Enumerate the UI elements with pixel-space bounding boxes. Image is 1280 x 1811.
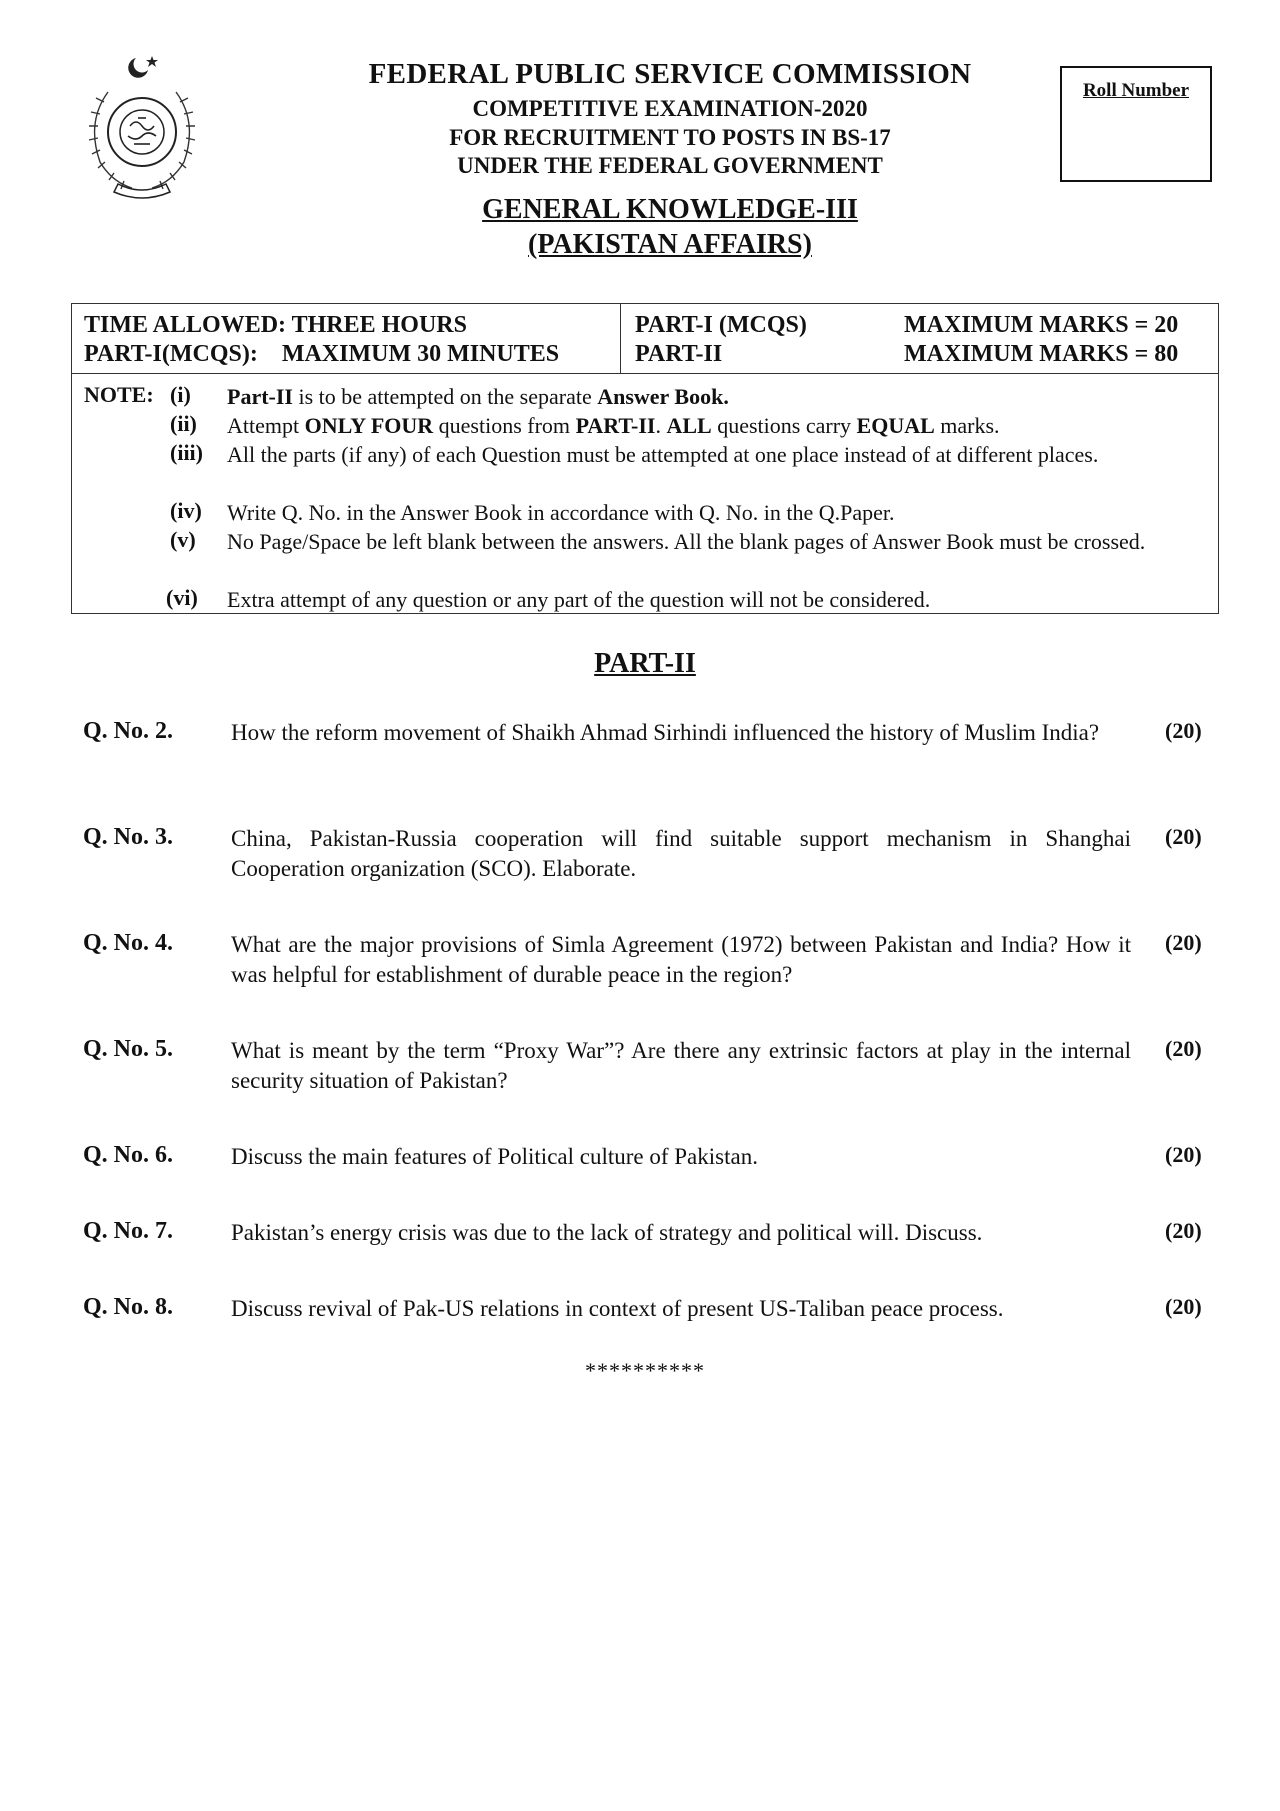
fpsc-emblem-icon bbox=[78, 52, 206, 200]
note-number: (iv) bbox=[170, 498, 202, 523]
question-text: China, Pakistan-Russia cooperation will find suitable support mechanism in Shanghai Cooperation organization (SCO). Elaborate. bbox=[231, 826, 1131, 881]
note-number: (v) bbox=[170, 527, 196, 552]
question-marks: (20) bbox=[1165, 824, 1202, 849]
question-marks: (20) bbox=[1165, 1218, 1202, 1243]
question-number: Q. No. 3. bbox=[83, 824, 173, 850]
note-item: Extra attempt of any question or any part of the question will not be considered. bbox=[227, 587, 931, 612]
question-marks: (20) bbox=[1165, 1294, 1202, 1319]
note-number: (i) bbox=[170, 382, 191, 407]
note-number: (vi) bbox=[166, 585, 198, 610]
instructions-table bbox=[71, 303, 1219, 614]
part1-label: PART-I (MCQS) bbox=[635, 312, 807, 338]
question-number: Q. No. 7. bbox=[83, 1218, 173, 1244]
question-marks: (20) bbox=[1165, 1142, 1202, 1167]
subject-title: GENERAL KNOWLEDGE-III bbox=[482, 194, 858, 225]
question-text: What are the major provisions of Simla Agreement (1972) between Pakistan and India? How it was helpful for establishment of durable peace in the region? bbox=[231, 932, 1131, 987]
exam-title: COMPETITIVE EXAMINATION-2020 bbox=[472, 96, 868, 121]
government-line: UNDER THE FEDERAL GOVERNMENT bbox=[457, 153, 883, 178]
note-item: All the parts (if any) of each Question must be attempted at one place instead of at different places. bbox=[227, 442, 1099, 467]
question-marks: (20) bbox=[1165, 930, 1202, 955]
question-text: Pakistan’s energy crisis was due to the lack of strategy and political will. Discuss. bbox=[231, 1220, 983, 1245]
time-allowed: TIME ALLOWED: THREE HOURS bbox=[84, 312, 467, 338]
note-heading: NOTE: bbox=[84, 382, 154, 407]
question-number: Q. No. 6. bbox=[83, 1142, 173, 1168]
question-number: Q. No. 2. bbox=[83, 718, 173, 744]
end-of-paper-mark: ********** bbox=[585, 1358, 705, 1383]
question-number: Q. No. 4. bbox=[83, 930, 173, 956]
mcq-time: PART-I(MCQS): MAXIMUM 30 MINUTES bbox=[84, 341, 560, 367]
question-text: How the reform movement of Shaikh Ahmad Sirhindi influenced the history of Muslim India? bbox=[231, 720, 1100, 745]
question-text: Discuss the main features of Political culture of Pakistan. bbox=[231, 1144, 758, 1169]
note-number: (iii) bbox=[170, 440, 203, 465]
part1-marks: MAXIMUM MARKS = 20 bbox=[904, 312, 1179, 338]
subject-subtitle: (PAKISTAN AFFAIRS) bbox=[528, 229, 812, 260]
recruitment-line: FOR RECRUITMENT TO POSTS IN BS-17 bbox=[449, 125, 891, 150]
question-text: What is meant by the term “Proxy War”? Are there any extrinsic factors at play in the internal security situation of Pakistan? bbox=[231, 1038, 1131, 1093]
question-number: Q. No. 8. bbox=[83, 1294, 173, 1320]
part2-marks: MAXIMUM MARKS = 80 bbox=[904, 341, 1179, 367]
part2-heading: PART-II bbox=[594, 648, 696, 679]
organization-title: FEDERAL PUBLIC SERVICE COMMISSION bbox=[368, 58, 972, 90]
table-divider bbox=[620, 304, 621, 374]
question-marks: (20) bbox=[1165, 718, 1202, 743]
question-marks: (20) bbox=[1165, 1036, 1202, 1061]
roll-number-label: Roll Number bbox=[1082, 80, 1190, 101]
note-number: (ii) bbox=[170, 411, 197, 436]
note-item: Attempt ONLY FOUR questions from PART-II. ALL questions carry EQUAL marks. bbox=[227, 413, 1000, 438]
part2-label: PART-II bbox=[635, 341, 723, 367]
roll-number-box[interactable] bbox=[1060, 66, 1212, 182]
question-number: Q. No. 5. bbox=[83, 1036, 173, 1062]
question-text: Discuss revival of Pak-US relations in context of present US-Taliban peace process. bbox=[231, 1296, 1004, 1321]
note-item: No Page/Space be left blank between the answers. All the blank pages of Answer Book must be crossed. bbox=[227, 529, 1146, 554]
note-item: Write Q. No. in the Answer Book in accordance with Q. No. in the Q.Paper. bbox=[227, 500, 895, 525]
note-item: Part-II is to be attempted on the separate Answer Book. bbox=[227, 384, 729, 409]
